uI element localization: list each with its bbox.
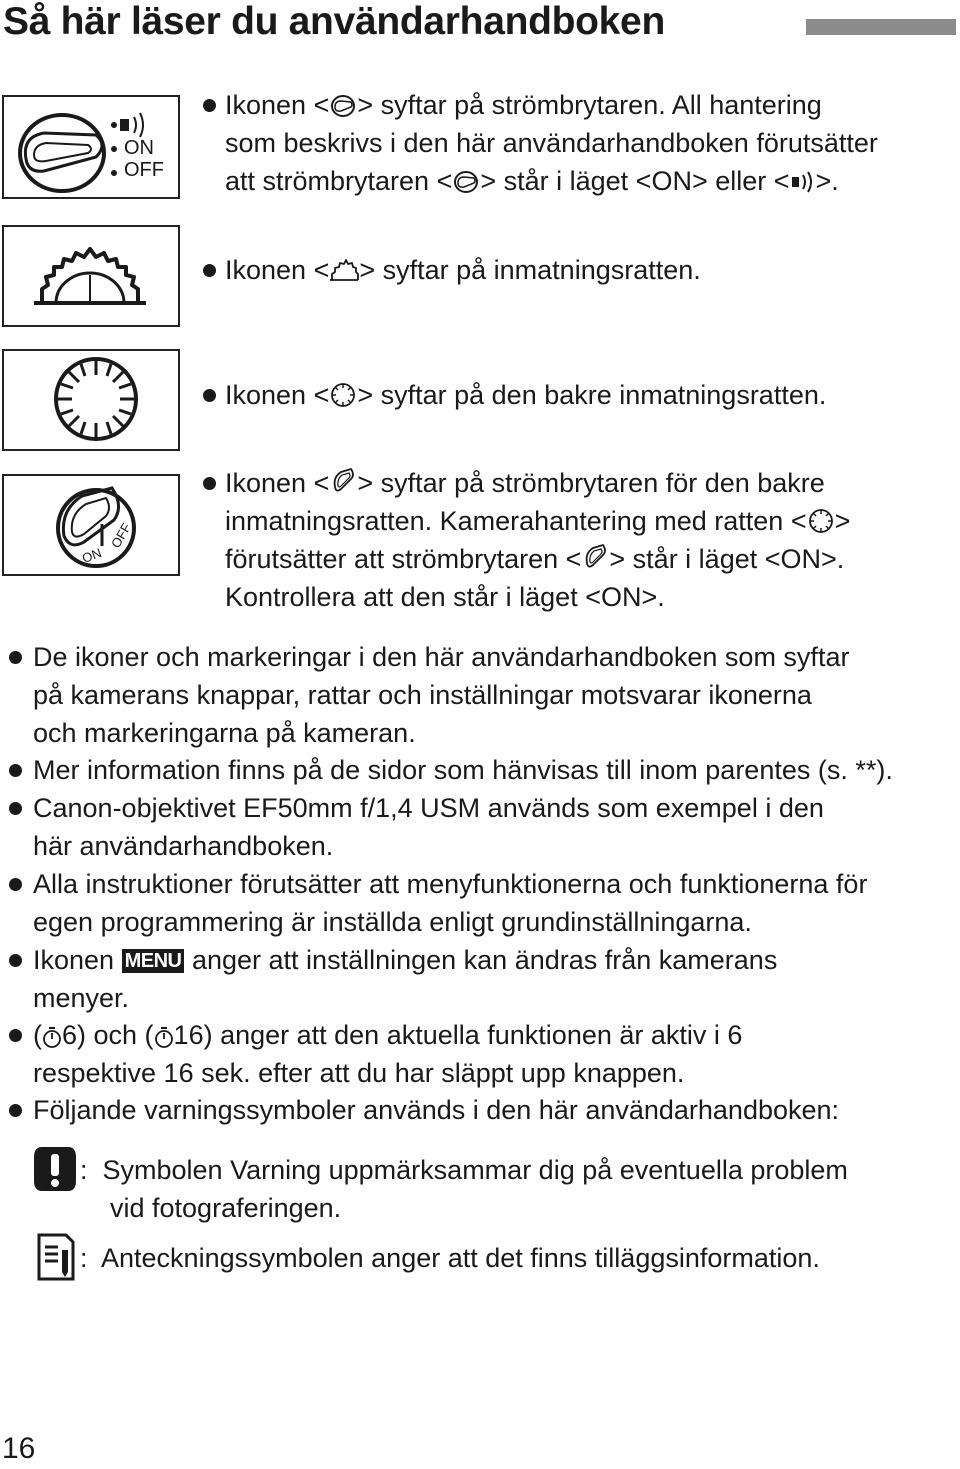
text-run: egen programmering är inställda enligt grundinställningarna.	[33, 907, 752, 937]
text-run: >.	[815, 166, 839, 196]
text-run: förutsätter att strömbrytaren <	[225, 544, 582, 574]
bullet-line	[33, 1016, 742, 1054]
page-title: Så här läser du användarhandboken	[3, 0, 665, 43]
bullet-dot	[203, 264, 216, 277]
bullet-dot	[9, 651, 22, 664]
text-run: Ikonen	[33, 945, 122, 975]
off-label: OFF	[124, 159, 164, 181]
bullet-line	[33, 1054, 684, 1092]
bullet-line	[33, 979, 129, 1017]
bullet-line	[33, 865, 867, 903]
text-run: Ikonen <	[225, 90, 330, 120]
quick-control-dial-icon	[4, 351, 180, 449]
text-run: > syftar på inmatningsratten.	[359, 255, 701, 285]
bullet-line	[33, 789, 824, 827]
bullet-line	[33, 1091, 839, 1129]
title-decor-bar	[806, 19, 956, 35]
text-run: 16) anger att den aktuella funktionen är aktiv i 6	[173, 1020, 743, 1050]
text-run: > syftar på den bakre inmatningsratten.	[357, 380, 827, 410]
bullet-line	[33, 827, 333, 865]
on-label: ON	[80, 545, 104, 566]
icon-description-line	[225, 162, 839, 200]
memo-icon	[36, 1232, 76, 1282]
bullet-dot	[203, 389, 216, 402]
symbol-description-line: : Anteckningssymbolen anger att det finns tilläggsinformation.	[80, 1243, 820, 1273]
text-run: Mer information finns på de sidor som hänvisas till inom parentes (s. **).	[33, 755, 893, 785]
text-run: Ikonen <	[225, 255, 330, 285]
text-run: som beskrivs i den här användarhandboken förutsätter	[225, 128, 878, 158]
text-run: inmatningsratten. Kamerahantering med ratten <	[225, 506, 807, 536]
symbol-description-line: : Symbolen Varning uppmärksammar dig på eventuella problem	[80, 1155, 848, 1185]
caution-icon	[32, 1143, 78, 1195]
text-run: menyer.	[33, 983, 130, 1013]
text-run: och markeringarna på kameran.	[33, 718, 416, 748]
bullet-dot	[9, 954, 22, 967]
quick-control-dial-figure	[2, 349, 180, 451]
text-run: Ikonen <	[225, 380, 330, 410]
icon-description-line	[225, 578, 665, 616]
text-run: >	[834, 506, 851, 536]
text-run: respektive 16 sek. efter att du har släppt upp knappen.	[33, 1058, 685, 1088]
bullet-dot	[9, 878, 22, 891]
menu-icon: MENU	[122, 949, 185, 973]
bullet-line	[33, 676, 812, 714]
icon-description-line	[225, 376, 826, 414]
text-run: anger att inställningen kan ändras från kamerans	[184, 945, 778, 975]
text-run: (	[33, 1020, 42, 1050]
text-run: att strömbrytaren <	[225, 166, 453, 196]
timer-icon	[154, 1020, 174, 1050]
text-run: > syftar på strömbrytaren. All hantering	[357, 90, 822, 120]
bullet-dot	[9, 802, 22, 815]
icon-description-line	[225, 502, 850, 540]
text-run: De ikoner och markeringar i den här användarhandboken som syftar	[33, 642, 850, 672]
dial-switch-figure	[2, 474, 180, 576]
bullet-dot	[203, 477, 216, 490]
bullet-line	[33, 941, 777, 979]
page-number: 16	[2, 1432, 36, 1465]
text-run: Ikonen <	[225, 468, 330, 498]
bullet-line	[33, 751, 893, 789]
bullet-dot	[9, 1029, 22, 1042]
power-switch-icon	[452, 166, 480, 196]
quick-control-dial-icon	[807, 506, 835, 536]
beep-icon	[790, 166, 816, 196]
icon-description-line	[225, 86, 822, 124]
timer-icon	[42, 1020, 62, 1050]
symbol-description-line: vid fotograferingen.	[80, 1193, 342, 1223]
text-run: Alla instruktioner förutsätter att menyfunktionerna och funktionerna för	[33, 869, 868, 899]
bullet-line	[33, 638, 849, 676]
text-run: 6) och (	[62, 1020, 154, 1050]
bullet-dot	[9, 764, 22, 777]
dial-switch-icon	[329, 468, 357, 498]
icon-description-line	[225, 540, 844, 578]
icon-description-line	[225, 124, 878, 162]
bullet-line	[33, 903, 752, 941]
text-run: på kamerans knappar, rattar och inställningar motsvarar ikonerna	[33, 680, 812, 710]
text-run: > syftar på strömbrytaren för den bakre	[357, 468, 825, 498]
text-run: här användarhandboken.	[33, 831, 334, 861]
quick-control-dial-icon	[329, 380, 357, 410]
power-switch-figure	[2, 95, 180, 199]
icon-description-line	[225, 464, 825, 502]
on-label: ON	[124, 137, 154, 159]
icon-description-line	[225, 251, 701, 289]
off-label: OFF	[108, 520, 134, 551]
dial-switch-icon	[581, 544, 609, 574]
text-run: Canon-objektivet EF50mm f/1,4 USM används som exempel i den	[33, 793, 824, 823]
text-run: > står i läget <ON>.	[609, 544, 845, 574]
bullet-dot	[9, 1104, 22, 1117]
main-dial-icon	[329, 255, 359, 285]
text-run: > står i läget <ON> eller <	[480, 166, 790, 196]
text-run: Följande varningssymboler används i den här användarhandboken:	[33, 1095, 840, 1125]
text-run: Kontrollera att den står i läget <ON>.	[225, 582, 665, 612]
main-dial-figure	[2, 225, 180, 327]
bullet-dot	[203, 99, 216, 112]
power-switch-icon	[329, 90, 357, 120]
main-dial-icon	[4, 227, 180, 325]
bullet-line	[33, 714, 416, 752]
